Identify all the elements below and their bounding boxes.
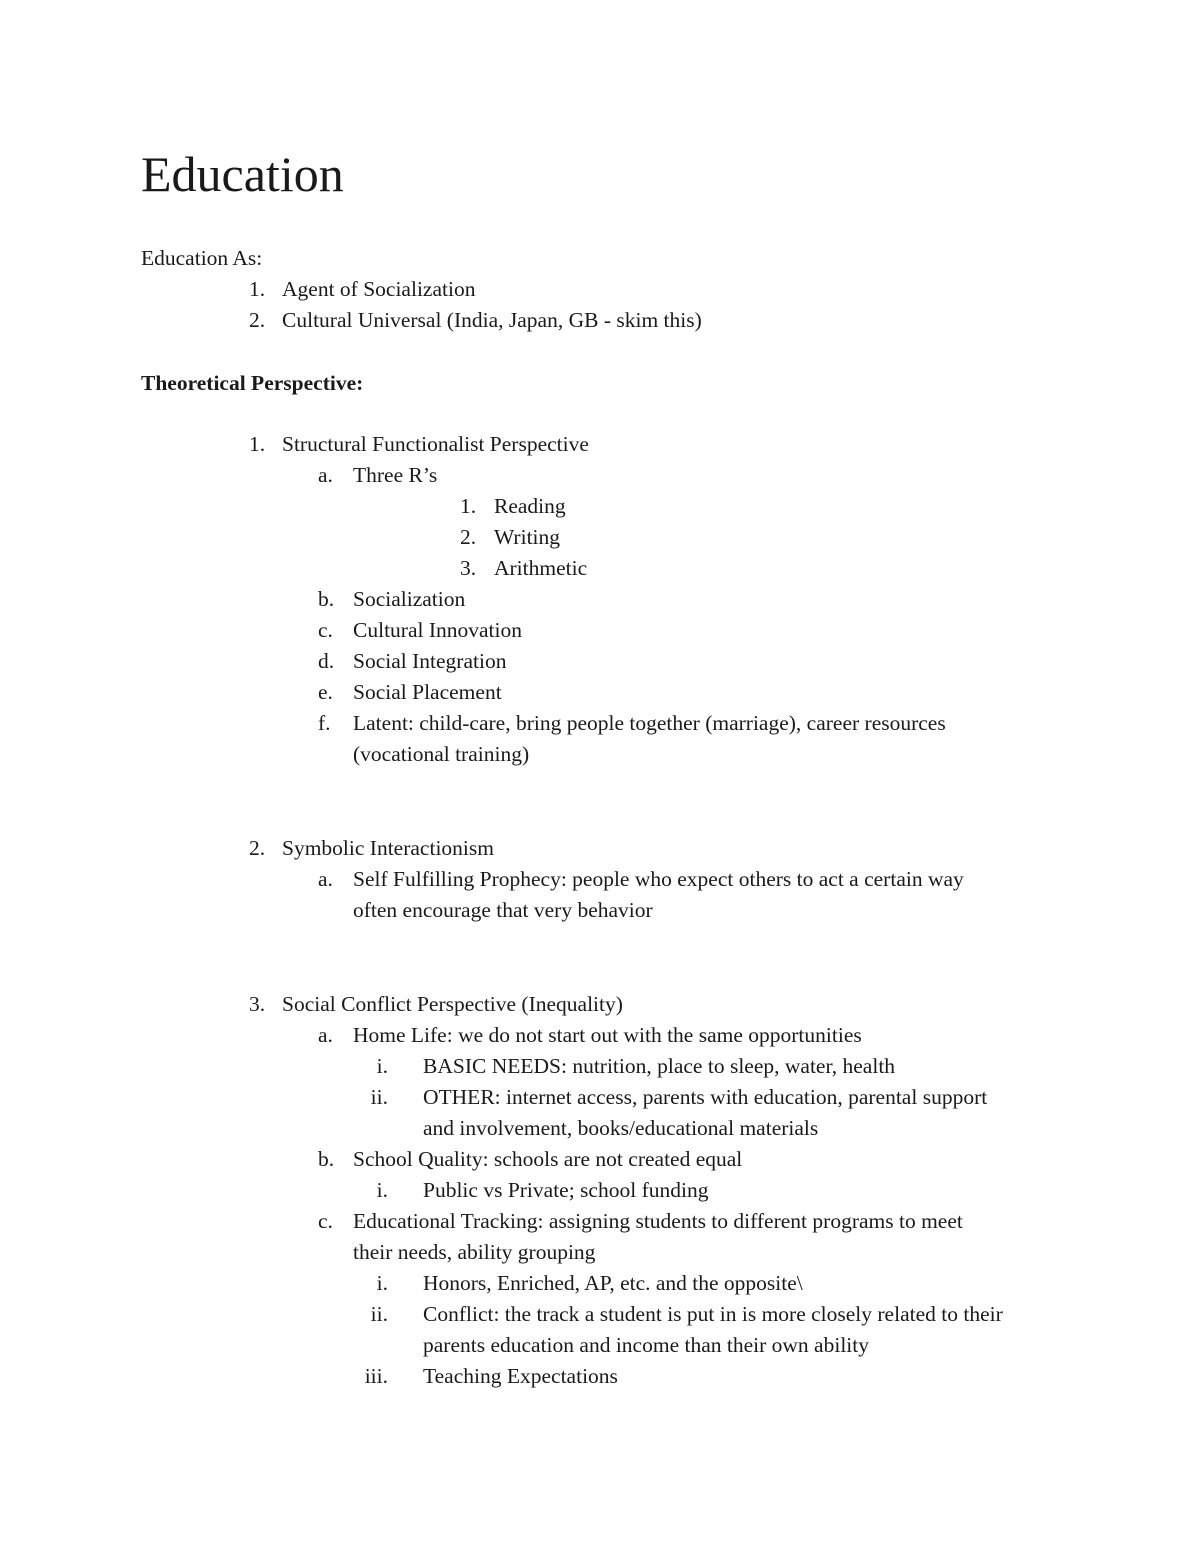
p1-text: Structural Functionalist Perspective	[282, 432, 589, 456]
p1-a-text: Three R’s	[353, 463, 438, 487]
p1-d-text: Social Integration	[353, 649, 507, 673]
p3-text: Social Conflict Perspective (Inequality)	[282, 992, 623, 1016]
p3-a-i-text: BASIC NEEDS: nutrition, place to sleep, water, health	[423, 1054, 896, 1078]
p1-r2-text: Writing	[494, 525, 561, 549]
p3-a-marker: a.	[318, 1023, 333, 1047]
p2-a-text-line1: Self Fulfilling Prophecy: people who expect others to act a certain way	[353, 867, 964, 891]
p3-c-ii-text-line1: Conflict: the track a student is put in is more closely related to their	[423, 1302, 1003, 1326]
page-title: Education	[141, 146, 344, 202]
intro-item-2-marker: 2.	[249, 308, 266, 332]
p1-c-marker: c.	[318, 618, 333, 642]
p1-d-marker: d.	[318, 649, 335, 673]
p1-r1-marker: 1.	[460, 494, 477, 518]
p3-marker: 3.	[249, 992, 266, 1016]
intro-item-1-marker: 1.	[249, 277, 266, 301]
p1-c-text: Cultural Innovation	[353, 618, 522, 642]
p3-c-marker: c.	[318, 1209, 333, 1233]
p1-f-marker: f.	[318, 711, 331, 735]
p3-c-text-line2: their needs, ability grouping	[353, 1240, 596, 1264]
p1-a-marker: a.	[318, 463, 333, 487]
p3-a-ii-marker: ii.	[370, 1085, 388, 1109]
p3-c-iii-text: Teaching Expectations	[423, 1364, 618, 1388]
p3-a-text: Home Life: we do not start out with the same opportunities	[353, 1023, 862, 1047]
p3-b-i-text: Public vs Private; school funding	[423, 1178, 709, 1202]
p1-r3-text: Arithmetic	[494, 556, 588, 580]
p1-f-text-line2: (vocational training)	[353, 742, 530, 766]
p1-b-text: Socialization	[353, 587, 466, 611]
p2-text: Symbolic Interactionism	[282, 836, 494, 860]
p3-b-text: School Quality: schools are not created equal	[353, 1147, 743, 1171]
intro-item-1-text: Agent of Socialization	[282, 277, 476, 301]
p1-marker: 1.	[249, 432, 266, 456]
p3-b-i-marker: i.	[376, 1178, 388, 1202]
p2-a-marker: a.	[318, 867, 333, 891]
intro-label: Education As:	[141, 246, 263, 270]
p1-r1-text: Reading	[494, 494, 566, 518]
p3-a-ii-text-line1: OTHER: internet access, parents with education, parental support	[423, 1085, 988, 1109]
intro-item-2-text: Cultural Universal (India, Japan, GB - skim this)	[282, 308, 702, 332]
p3-b-marker: b.	[318, 1147, 335, 1171]
p3-c-iii-marker: iii.	[364, 1364, 388, 1388]
p3-a-ii-text-line2: and involvement, books/educational materials	[423, 1116, 819, 1140]
p1-e-marker: e.	[318, 680, 333, 704]
p3-c-text-line1: Educational Tracking: assigning students to different programs to meet	[353, 1209, 963, 1233]
section-heading: Theoretical Perspective:	[141, 371, 364, 395]
p2-marker: 2.	[249, 836, 266, 860]
p2-a-text-line2: often encourage that very behavior	[353, 898, 653, 922]
p1-r3-marker: 3.	[460, 556, 477, 580]
p1-e-text: Social Placement	[353, 680, 502, 704]
p3-c-i-text: Honors, Enriched, AP, etc. and the opposite\	[423, 1271, 803, 1295]
p3-c-i-marker: i.	[376, 1271, 388, 1295]
p3-c-ii-marker: ii.	[370, 1302, 388, 1326]
p3-a-i-marker: i.	[376, 1054, 388, 1078]
p1-f-text-line1: Latent: child-care, bring people together (marriage), career resources	[353, 711, 946, 735]
p1-r2-marker: 2.	[460, 525, 477, 549]
p1-b-marker: b.	[318, 587, 335, 611]
p3-c-ii-text-line2: parents education and income than their own ability	[423, 1333, 869, 1357]
